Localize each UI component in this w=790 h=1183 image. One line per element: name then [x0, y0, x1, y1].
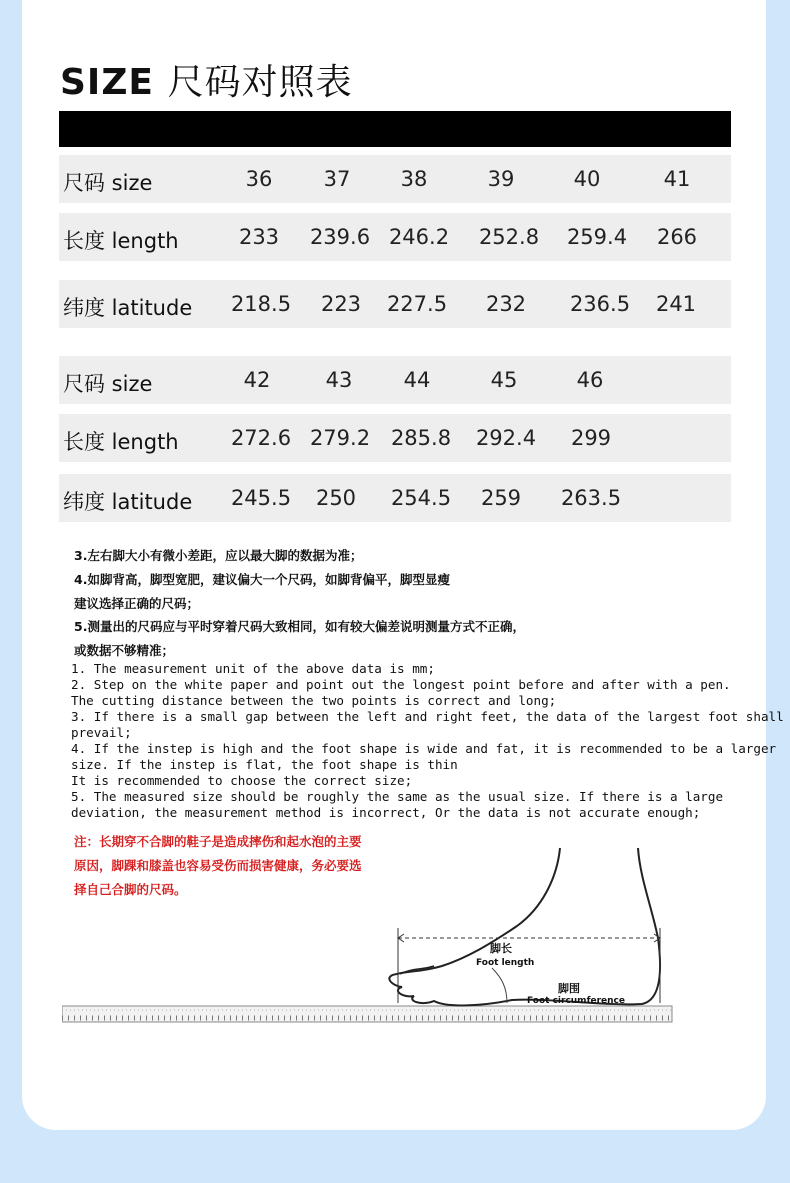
cell: 299 [570, 426, 612, 450]
cell: 266 [656, 225, 698, 249]
foot-circ-zh: 脚围 [558, 982, 580, 995]
cell: 232 [485, 292, 527, 316]
cell: 44 [403, 368, 431, 392]
cell: 263.5 [560, 486, 622, 510]
note-en-line: The cutting distance between the two points is correct and long; [71, 693, 557, 708]
cell: 259.4 [566, 225, 628, 249]
row-label: 长度 length [63, 430, 179, 454]
table1-size-row [59, 155, 731, 203]
note-en-line: 4. If the instep is high and the foot shape is wide and fat, it is recommended to be a larger [71, 741, 777, 756]
cell: 279.2 [309, 426, 371, 450]
warning-line-1: 注：长期穿不合脚的鞋子是造成摔伤和起水泡的主要 [74, 834, 362, 849]
table2-length-row [59, 414, 731, 462]
table2-latitude-row [59, 474, 731, 522]
cell: 285.8 [390, 426, 452, 450]
cell: 41 [663, 167, 691, 191]
cell: 37 [323, 167, 351, 191]
cell: 36 [245, 167, 273, 191]
table1-length-row [59, 213, 731, 261]
note-en-line: prevail; [71, 725, 132, 740]
row-label: 纬度 latitude [63, 296, 193, 320]
note-en-line: It is recommended to choose the correct size; [71, 773, 413, 788]
note-en-line: 3. If there is a small gap between the left and right feet, the data of the largest foot shall [71, 709, 784, 724]
title-en: SIZE [60, 62, 155, 103]
note-zh-3: 3.左右脚大小有微小差距，应以最大脚的数据为准； [74, 548, 363, 563]
note-en-line: 1. The measurement unit of the above data is mm; [71, 661, 435, 676]
note-zh-4-cont: 建议选择正确的尺码； [74, 596, 200, 611]
cell: 236.5 [569, 292, 631, 316]
foot-length-en: Foot length [476, 958, 535, 968]
cell: 218.5 [230, 292, 292, 316]
row-label: 尺码 size [63, 171, 153, 195]
table-header-bar [59, 111, 731, 147]
row-label: 纬度 latitude [63, 490, 193, 514]
cell: 241 [655, 292, 697, 316]
cell: 40 [573, 167, 601, 191]
cell: 39 [487, 167, 515, 191]
page-title [60, 54, 353, 105]
cell: 246.2 [388, 225, 450, 249]
foot-circ-en: Foot circumference [527, 996, 625, 1006]
cell: 46 [576, 368, 604, 392]
cell: 292.4 [475, 426, 537, 450]
note-zh-4: 4.如脚背高，脚型宽肥，建议偏大一个尺码，如脚背偏平，脚型显瘦 [74, 572, 450, 587]
note-zh-5-cont: 或数据不够精准； [74, 643, 175, 658]
cell: 233 [238, 225, 280, 249]
cell: 250 [315, 486, 357, 510]
foot-measurement-diagram [62, 838, 682, 1028]
cell: 272.6 [230, 426, 292, 450]
table1-latitude-row [59, 280, 731, 328]
cell: 38 [400, 167, 428, 191]
title-zh: 尺码对照表 [167, 62, 353, 103]
cell: 42 [243, 368, 271, 392]
cell: 245.5 [230, 486, 292, 510]
note-en-line: 5. The measured size should be roughly the same as the usual size. If there is a large [71, 789, 724, 804]
row-label: 尺码 size [63, 372, 153, 396]
note-en-line: 2. Step on the white paper and point out the longest point before and after with a pen. [71, 677, 731, 692]
cell: 252.8 [478, 225, 540, 249]
row-label: 长度 length [63, 229, 179, 253]
cell: 45 [490, 368, 518, 392]
warning-line-3: 择自己合脚的尺码。 [74, 882, 187, 897]
note-en-line: size. If the instep is flat, the foot shape is thin [71, 757, 458, 772]
cell: 43 [325, 368, 353, 392]
cell: 259 [480, 486, 522, 510]
note-en-line: deviation, the measurement method is incorrect, Or the data is not accurate enough; [71, 805, 701, 820]
cell: 227.5 [386, 292, 448, 316]
cell: 254.5 [390, 486, 452, 510]
foot-outline-icon [389, 848, 660, 1005]
cell: 239.6 [309, 225, 371, 249]
note-zh-5: 5.测量出的尺码应与平时穿着尺码大致相同，如有较大偏差说明测量方式不正确， [74, 619, 525, 634]
notes-en [71, 661, 784, 821]
warning-line-2: 原因，脚踝和膝盖也容易受伤而损害健康，务必要选 [74, 858, 362, 873]
table2-size-row [59, 356, 731, 404]
ruler-icon [62, 1006, 672, 1022]
foot-length-zh: 脚长 [490, 942, 512, 955]
cell: 223 [320, 292, 362, 316]
